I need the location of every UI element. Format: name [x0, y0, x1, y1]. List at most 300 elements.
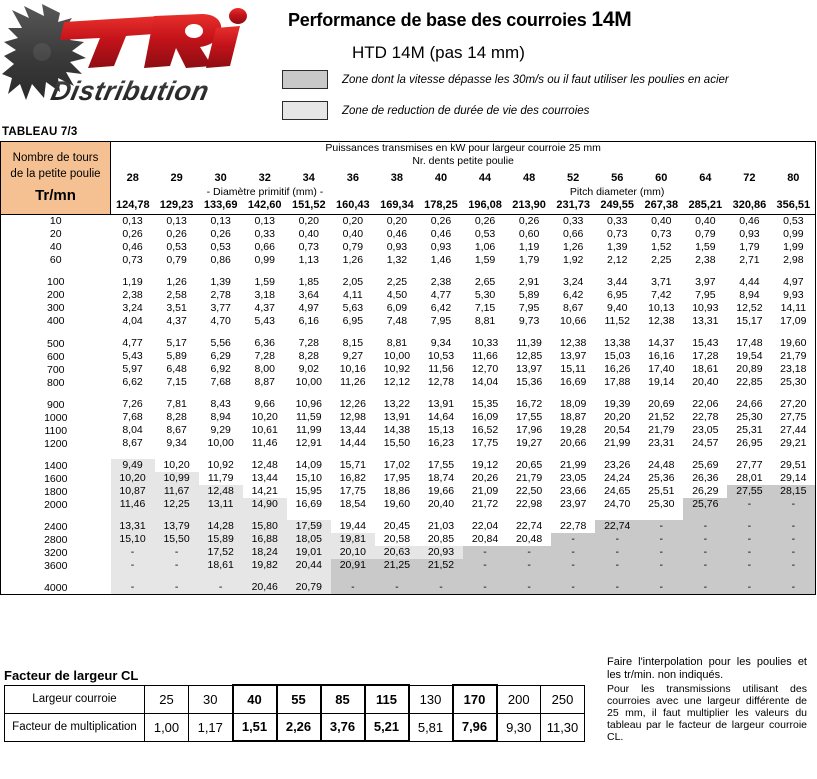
- page-subtitle: HTD 14M (pas 14 mm): [352, 43, 525, 62]
- power-cell: 3,18: [254, 288, 275, 301]
- rpm-label-700: 700: [1, 363, 111, 376]
- belt-width-25: 25: [145, 685, 189, 713]
- power-cell: 9,29: [210, 424, 231, 437]
- power-cell: 6,36: [254, 337, 275, 349]
- power-cell: 0,13: [166, 214, 187, 227]
- power-cell: 27,20: [771, 398, 815, 411]
- power-cell: 27,75: [771, 411, 815, 424]
- power-cell: -: [771, 546, 815, 559]
- power-cell: 15,71: [339, 459, 366, 472]
- belt-width-label: Largeur courroie: [5, 685, 145, 713]
- legend-item-high-speed: [282, 70, 729, 89]
- power-cell: -: [771, 559, 815, 572]
- power-cell: 6,95: [342, 314, 364, 327]
- pitch-diameter-48: 213,90: [512, 198, 546, 211]
- power-cell: 0,93: [430, 240, 452, 253]
- multiplication-factor-85: 3,76: [321, 713, 365, 741]
- table-row: [1, 289, 816, 302]
- belt-width-115: 115: [365, 685, 409, 713]
- power-cell: 15,50: [155, 533, 199, 546]
- power-cell: 29,51: [771, 459, 815, 472]
- power-cell: 7,48: [386, 314, 408, 327]
- pitch-diameter-56: 249,55: [600, 198, 635, 211]
- pitch-diameter-row: [1, 198, 816, 215]
- power-cell: 11,79: [207, 472, 234, 485]
- teeth-count-64: 64: [699, 171, 712, 184]
- power-cell: 9,27: [342, 350, 364, 363]
- power-cell: 6,92: [210, 363, 231, 376]
- power-cell: 15,13: [427, 424, 455, 437]
- power-cell: -: [507, 581, 551, 595]
- power-cell: 14,37: [648, 337, 675, 349]
- power-cell: 17,28: [692, 350, 719, 363]
- table-row: [1, 472, 816, 485]
- power-cell: 9,49: [111, 459, 155, 472]
- tri-distribution-logo: [2, 4, 272, 116]
- power-cell: 10,00: [383, 350, 411, 363]
- power-cell: 23,05: [692, 424, 719, 437]
- power-cell: -: [595, 559, 639, 572]
- power-cell: 21,09: [471, 485, 499, 498]
- power-cell: 10,92: [207, 459, 234, 472]
- power-cell: 2,98: [771, 254, 815, 267]
- power-cell: 6,29: [210, 350, 231, 363]
- page-title-text: Performance de base des courroies: [288, 10, 592, 30]
- power-cell: 20,40: [427, 498, 455, 511]
- power-cell: 20,93: [419, 546, 463, 559]
- table-row: [1, 398, 816, 411]
- power-cell: 0,60: [518, 227, 540, 240]
- power-cell: 1,39: [607, 240, 628, 253]
- power-cell: 10,20: [163, 459, 190, 472]
- power-cell: 4,37: [254, 301, 275, 314]
- power-cell: 14,38: [383, 424, 411, 437]
- power-cell: 13,91: [383, 411, 411, 424]
- power-cell: 0,33: [254, 227, 275, 240]
- power-cell: 20,85: [427, 533, 455, 546]
- power-cell: -: [507, 546, 551, 559]
- power-cell: -: [683, 533, 727, 546]
- power-cell: -: [639, 581, 683, 595]
- power-cell: 11,39: [516, 337, 542, 349]
- belt-width-row: [5, 685, 585, 713]
- power-cell: 0,40: [651, 214, 672, 227]
- power-cell: 8,28: [166, 411, 187, 424]
- power-cell: 7,42: [651, 288, 672, 301]
- rpm-label-300: 300: [1, 302, 111, 315]
- power-cell: 21,79: [771, 350, 815, 363]
- power-cell: 6,42: [562, 288, 584, 301]
- power-cell: 7,15: [474, 301, 496, 314]
- teeth-count-row: [1, 169, 816, 186]
- pitch-diameter-80: 356,51: [771, 198, 815, 215]
- power-cell: 20,91: [331, 559, 375, 572]
- power-cell: 16,23: [427, 437, 455, 450]
- power-cell: 7,68: [210, 376, 231, 389]
- power-cell: 12,70: [471, 363, 499, 376]
- power-cell: 27,77: [736, 459, 763, 472]
- power-cell: -: [419, 581, 463, 595]
- rpm-label-600: 600: [1, 350, 111, 363]
- power-cell: -: [595, 581, 639, 595]
- pitch-diameter-30: 133,69: [203, 198, 238, 211]
- rpm-label-1000: 1000: [1, 411, 111, 424]
- power-cell: 25,51: [648, 485, 675, 498]
- legend-swatch-reduced-life: [282, 101, 328, 120]
- power-cell: 17,88: [604, 376, 631, 389]
- power-cell: -: [595, 533, 639, 546]
- power-cell: 22,50: [515, 485, 543, 498]
- power-cell: -: [155, 559, 199, 572]
- pitch-diameter-52: 231,73: [556, 198, 590, 211]
- power-cell: 1,52: [651, 240, 672, 253]
- power-cell: 20,63: [375, 546, 419, 559]
- power-cell: 25,69: [692, 459, 719, 472]
- power-cell: 17,95: [383, 472, 411, 485]
- power-cell: 23,66: [560, 485, 587, 498]
- belt-width-55: 55: [277, 685, 321, 713]
- rpm-label-1600: 1600: [1, 472, 111, 485]
- power-cell: 19,39: [604, 398, 631, 411]
- multiplication-factor-200: 9,30: [497, 713, 541, 741]
- power-cell: 26,36: [692, 472, 719, 485]
- multiplication-factor-30: 1,17: [189, 713, 233, 741]
- rpm-label-2800: 2800: [1, 533, 111, 546]
- power-cell: 0,79: [695, 227, 716, 240]
- power-ratings-table: [0, 141, 816, 595]
- teeth-count-34: 34: [302, 171, 315, 184]
- tableau-number: TABLEAU 7/3: [2, 126, 78, 138]
- power-cell: 10,99: [155, 472, 199, 485]
- power-cell: 25,30: [648, 498, 675, 511]
- power-cell: -: [463, 581, 507, 595]
- power-header-main: Puissances transmises en kW pour largeur courroie 25 mm: [325, 142, 601, 154]
- belt-width-130: 130: [409, 685, 453, 713]
- power-cell: 15,80: [243, 520, 287, 533]
- power-cell: 2,71: [739, 253, 760, 266]
- rpm-header-unit: Tr/mn: [35, 186, 76, 204]
- power-cell: 24,57: [692, 437, 719, 450]
- note-width-factor: Pour les transmissions utilisant des courroies avec une largeur différente de 25 mm, il faut multiplier les valeurs du tableau par le facteur de largeur courroie CL.: [607, 682, 807, 744]
- power-cell: 0,79: [342, 240, 364, 253]
- power-cell: 17,09: [771, 315, 815, 328]
- power-cell: 20,54: [604, 424, 631, 437]
- power-cell: 18,61: [692, 363, 719, 376]
- power-cell: 9,73: [518, 314, 540, 327]
- power-cell: 6,48: [166, 363, 187, 376]
- power-cell: 18,54: [339, 498, 366, 511]
- power-cell: 1,39: [210, 275, 231, 288]
- power-cell: 23,31: [648, 437, 675, 450]
- power-cell: 24,48: [648, 459, 675, 472]
- power-cell: 1,26: [562, 240, 584, 253]
- power-cell: 0,46: [430, 227, 452, 240]
- power-cell: 0,53: [771, 214, 815, 228]
- table-row: [1, 424, 816, 437]
- power-cell: 11,99: [296, 424, 322, 437]
- power-cell: 2,12: [607, 253, 628, 266]
- rpm-header-line2: de la petite poulie: [10, 168, 101, 181]
- table-row: [1, 485, 816, 498]
- power-cell: 12,98: [339, 411, 366, 424]
- power-cell: -: [771, 581, 815, 595]
- power-cell: -: [463, 546, 507, 559]
- power-cell: 3,97: [695, 275, 716, 288]
- power-cell: -: [771, 533, 815, 546]
- belt-width-170: 170: [453, 685, 497, 713]
- power-cell: -: [683, 581, 727, 595]
- power-cell: -: [111, 559, 155, 572]
- power-cell: 11,46: [111, 498, 155, 511]
- power-cell: 0,20: [298, 214, 319, 227]
- power-cell: 3,24: [562, 275, 584, 288]
- power-cell: 0,13: [122, 214, 143, 227]
- power-cell: 1,26: [342, 253, 364, 266]
- power-cell: 9,02: [298, 363, 319, 376]
- power-cell: 14,09: [295, 459, 322, 472]
- power-cell: 8,67: [122, 437, 143, 450]
- power-cell: 7,95: [430, 314, 452, 327]
- logo-subtext: Distribution: [48, 75, 213, 106]
- power-cell: 18,24: [243, 546, 287, 559]
- power-cell: 0,40: [695, 214, 716, 227]
- power-cell: 3,64: [298, 288, 319, 301]
- power-cell: 0,13: [210, 214, 231, 227]
- power-cell: 2,38: [430, 275, 452, 288]
- power-cell: 0,73: [122, 253, 143, 266]
- power-cell: 1,99: [771, 241, 815, 254]
- power-cell: 8,15: [342, 337, 364, 349]
- power-cell: -: [727, 498, 771, 511]
- power-cell: 29,14: [771, 472, 815, 485]
- table-row: [1, 276, 816, 289]
- power-cell: 18,74: [427, 472, 455, 485]
- power-cell: 17,40: [648, 363, 675, 376]
- power-cell: 6,42: [430, 301, 452, 314]
- table-row: [1, 546, 816, 559]
- power-cell: 2,38: [122, 288, 143, 301]
- teeth-count-60: 60: [655, 171, 668, 184]
- power-cell: 2,25: [386, 275, 408, 288]
- power-cell: 6,62: [122, 376, 143, 389]
- pitch-diameter-32: 142,60: [247, 198, 282, 211]
- power-cell: -: [155, 581, 199, 595]
- power-cell: 0,26: [166, 227, 187, 240]
- power-cell: 8,00: [254, 363, 275, 376]
- pitch-diameter-38: 169,34: [380, 198, 414, 211]
- teeth-count-29: 29: [170, 171, 183, 184]
- power-cell: -: [727, 546, 771, 559]
- power-cell: 19,44: [339, 520, 366, 533]
- power-cell: 29,21: [771, 437, 815, 450]
- power-cell: 20,58: [383, 533, 411, 546]
- teeth-count-52: 52: [567, 171, 580, 184]
- power-cell: 19,82: [243, 559, 287, 572]
- power-cell: 0,20: [342, 214, 364, 227]
- power-cell: 0,26: [430, 214, 452, 227]
- power-cell: 19,60: [771, 337, 815, 350]
- pitch-diameter-44: 196,08: [468, 198, 502, 211]
- power-cell: 0,79: [166, 253, 187, 266]
- power-cell: -: [111, 546, 155, 559]
- table-row: [1, 254, 816, 267]
- power-cell: 7,28: [254, 350, 275, 363]
- power-cell: 0,99: [771, 228, 815, 241]
- rpm-label-4000: 4000: [1, 581, 111, 595]
- power-cell: 6,16: [298, 314, 319, 327]
- width-factor-table: [4, 684, 585, 742]
- power-cell: 0,93: [739, 227, 760, 240]
- power-cell: 3,77: [210, 301, 231, 314]
- rpm-label-800: 800: [1, 376, 111, 389]
- rpm-label-60: 60: [1, 254, 111, 267]
- power-cell: 5,63: [342, 301, 364, 314]
- power-cell: 5,97: [122, 363, 143, 376]
- power-cell: 5,56: [210, 337, 231, 349]
- power-cell: 8,43: [210, 398, 231, 411]
- power-cell: 14,90: [243, 498, 287, 511]
- power-cell: -: [683, 546, 727, 559]
- pitch-diameter-60: 267,38: [644, 198, 679, 211]
- power-cell: 5,30: [474, 288, 496, 301]
- power-cell: 17,55: [515, 411, 543, 424]
- power-cell: 4,70: [210, 314, 231, 327]
- power-cell: 11,67: [155, 485, 199, 498]
- power-cell: 1,32: [386, 253, 408, 266]
- table-group-spacer: [1, 328, 816, 337]
- teeth-count-32: 32: [258, 171, 271, 184]
- rpm-label-900: 900: [1, 398, 111, 411]
- power-cell: 6,09: [386, 301, 408, 314]
- rpm-label-100: 100: [1, 276, 111, 289]
- power-cell: 20,26: [471, 472, 499, 485]
- power-cell: 0,73: [607, 227, 628, 240]
- power-cell: 1,59: [474, 253, 496, 266]
- power-cell: 12,26: [339, 398, 366, 411]
- power-cell: 25,36: [648, 472, 675, 485]
- teeth-count-72: 72: [743, 171, 756, 184]
- power-cell: 11,52: [604, 314, 630, 327]
- power-cell: 10,20: [251, 411, 278, 424]
- power-cell: -: [771, 520, 815, 533]
- table-row: [1, 363, 816, 376]
- power-cell: -: [683, 520, 727, 533]
- power-cell: 8,94: [210, 411, 231, 424]
- power-cell: 3,24: [122, 301, 143, 314]
- belt-width-40: 40: [233, 685, 277, 713]
- power-cell: 9,93: [771, 289, 815, 302]
- power-cell: 13,44: [251, 472, 278, 485]
- footer-notes: [607, 656, 807, 744]
- power-cell: 15,10: [295, 472, 322, 485]
- legend-swatch-high-speed: [282, 70, 328, 89]
- power-cell: -: [551, 533, 595, 546]
- teeth-count-80: 80: [771, 169, 815, 186]
- power-cell: 10,87: [111, 485, 155, 498]
- multiplication-factor-55: 2,26: [277, 713, 321, 741]
- power-header-title: [111, 142, 816, 169]
- power-cell: 0,53: [210, 240, 231, 253]
- power-cell: 4,97: [771, 276, 815, 289]
- power-cell: 2,65: [474, 275, 496, 288]
- power-cell: 10,53: [427, 350, 455, 363]
- power-cell: -: [155, 546, 199, 559]
- power-cell: 20,48: [515, 533, 543, 546]
- power-cell: 17,75: [339, 485, 366, 498]
- power-cell: 15,50: [383, 437, 411, 450]
- rpm-label-20: 20: [1, 228, 111, 241]
- power-cell: 22,74: [595, 520, 639, 533]
- power-cell: 8,67: [562, 301, 584, 314]
- power-cell: 0,53: [474, 227, 496, 240]
- power-cell: 16,69: [560, 376, 587, 389]
- power-cell: 3,71: [651, 275, 672, 288]
- power-cell: 25,31: [736, 424, 763, 437]
- power-cell: 13,91: [427, 398, 455, 411]
- power-cell: -: [727, 520, 771, 533]
- rpm-header-line1: Nombre de tours: [12, 151, 99, 164]
- power-cell: 15,89: [199, 533, 243, 546]
- power-cell: 14,44: [339, 437, 366, 450]
- pitch-diameter-28: 124,78: [111, 198, 155, 215]
- power-cell: 3,51: [166, 301, 187, 314]
- power-cell: 13,31: [692, 314, 719, 327]
- power-cell: 7,15: [166, 376, 187, 389]
- diameter-label-en: Pitch diameter (mm): [419, 186, 816, 198]
- power-cell: -: [551, 581, 595, 595]
- rpm-label-500: 500: [1, 337, 111, 350]
- note-interpolation: Faire l'interpolation pour les poulies et les tr/min. non indiqués.: [607, 656, 807, 681]
- page-title-emphasis: 14M: [591, 8, 632, 31]
- power-cell: 5,43: [254, 314, 275, 327]
- power-cell: 10,00: [207, 437, 234, 450]
- power-cell: 22,98: [515, 498, 543, 511]
- power-cell: 11,26: [340, 376, 366, 389]
- page-title: [288, 8, 632, 32]
- power-cell: 21,03: [427, 520, 455, 533]
- multiplication-factor-170: 7,96: [453, 713, 497, 741]
- power-cell: 18,05: [287, 533, 331, 546]
- power-cell: 20,79: [287, 581, 331, 595]
- power-cell: 12,78: [427, 376, 455, 389]
- power-cell: 17,52: [199, 546, 243, 559]
- teeth-count-30: 30: [214, 171, 227, 184]
- power-cell: 7,95: [518, 301, 540, 314]
- power-cell: 15,35: [471, 398, 499, 411]
- power-cell: 4,97: [298, 301, 319, 314]
- power-cell: 22,78: [692, 411, 719, 424]
- multiplication-factor-25: 1,00: [145, 713, 189, 741]
- power-cell: 20,44: [287, 559, 331, 572]
- pitch-diameter-64: 285,21: [688, 198, 723, 211]
- power-cell: 1,92: [562, 253, 584, 266]
- power-cell: 2,05: [342, 275, 364, 288]
- power-cell: 14,28: [199, 520, 243, 533]
- belt-width-250: 250: [541, 685, 585, 713]
- table-row: [1, 228, 816, 241]
- power-cell: 19,60: [383, 498, 411, 511]
- power-cell: 16,52: [471, 424, 499, 437]
- power-cell: 20,89: [736, 363, 763, 376]
- teeth-count-56: 56: [611, 171, 624, 184]
- power-cell: 24,70: [604, 498, 631, 511]
- power-cell: 0,93: [386, 240, 408, 253]
- power-cell: 21,79: [648, 424, 675, 437]
- power-cell: 13,22: [383, 398, 411, 411]
- power-cell: 4,50: [386, 288, 408, 301]
- power-cell: -: [331, 581, 375, 595]
- power-cell: 17,75: [471, 437, 499, 450]
